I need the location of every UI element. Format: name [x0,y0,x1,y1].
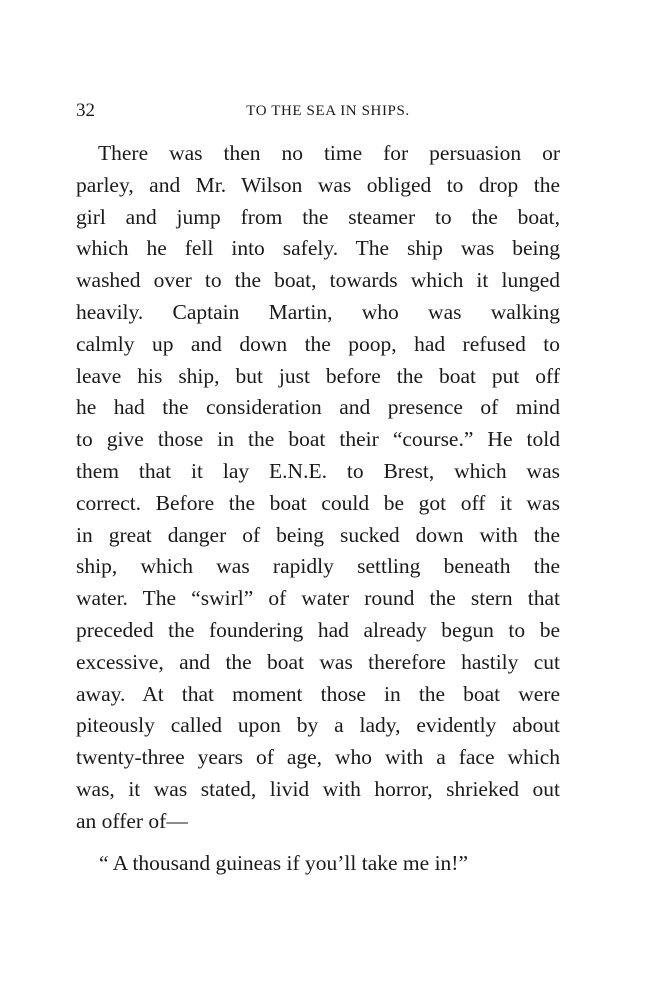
text-line: away. At that moment those in the boat were [76,681,560,706]
text-line: parley, and Mr. Wilson was obliged to drop the [76,172,560,197]
text-line: leave his ship, but just before the boat put off [76,363,560,388]
text-line: ship, which was rapidly settling beneath the [76,554,560,579]
running-title: TO THE SEA IN SHIPS. [246,103,410,119]
text-line: girl and jump from the steamer to the boat, [76,204,560,229]
text-line: an offer of— [76,808,188,833]
text-line: calmly up and down the poop, had refused to [76,331,560,356]
text-line: in great danger of being sucked down with the [76,522,560,547]
text-line: preceded the foundering had already begun to be [76,617,560,642]
body-text [76,138,560,838]
text-line: There was then no time for persuasion or [98,141,560,165]
page-number: 32 [76,100,95,121]
text-line: piteously called upon by a lady, evidently about [76,713,560,738]
page-header [76,98,560,124]
text-line: to give those in the boat their “course.” He told [76,427,560,452]
text-line: excessive, and the boat was therefore hastily cut [76,649,560,674]
text-line: twenty-three years of age, who with a face which [76,745,560,770]
text-line: water. The “swirl” of water round the stern that [76,586,560,611]
text-line: them that it lay E.N.E. to Brest, which was [76,458,560,483]
text-line: heavily. Captain Martin, who was walking [76,299,560,324]
text-line: correct. Before the boat could be got off it was [76,490,560,515]
text-line: was, it was stated, livid with horror, shrieked out [76,776,560,801]
text-line: which he fell into safely. The ship was being [76,236,560,261]
text-line: washed over to the boat, towards which it lunged [76,268,560,293]
quoted-speech: “ A thousand guineas if you’ll take me in!” [99,851,468,875]
text-line: he had the consideration and presence of mind [76,395,560,420]
